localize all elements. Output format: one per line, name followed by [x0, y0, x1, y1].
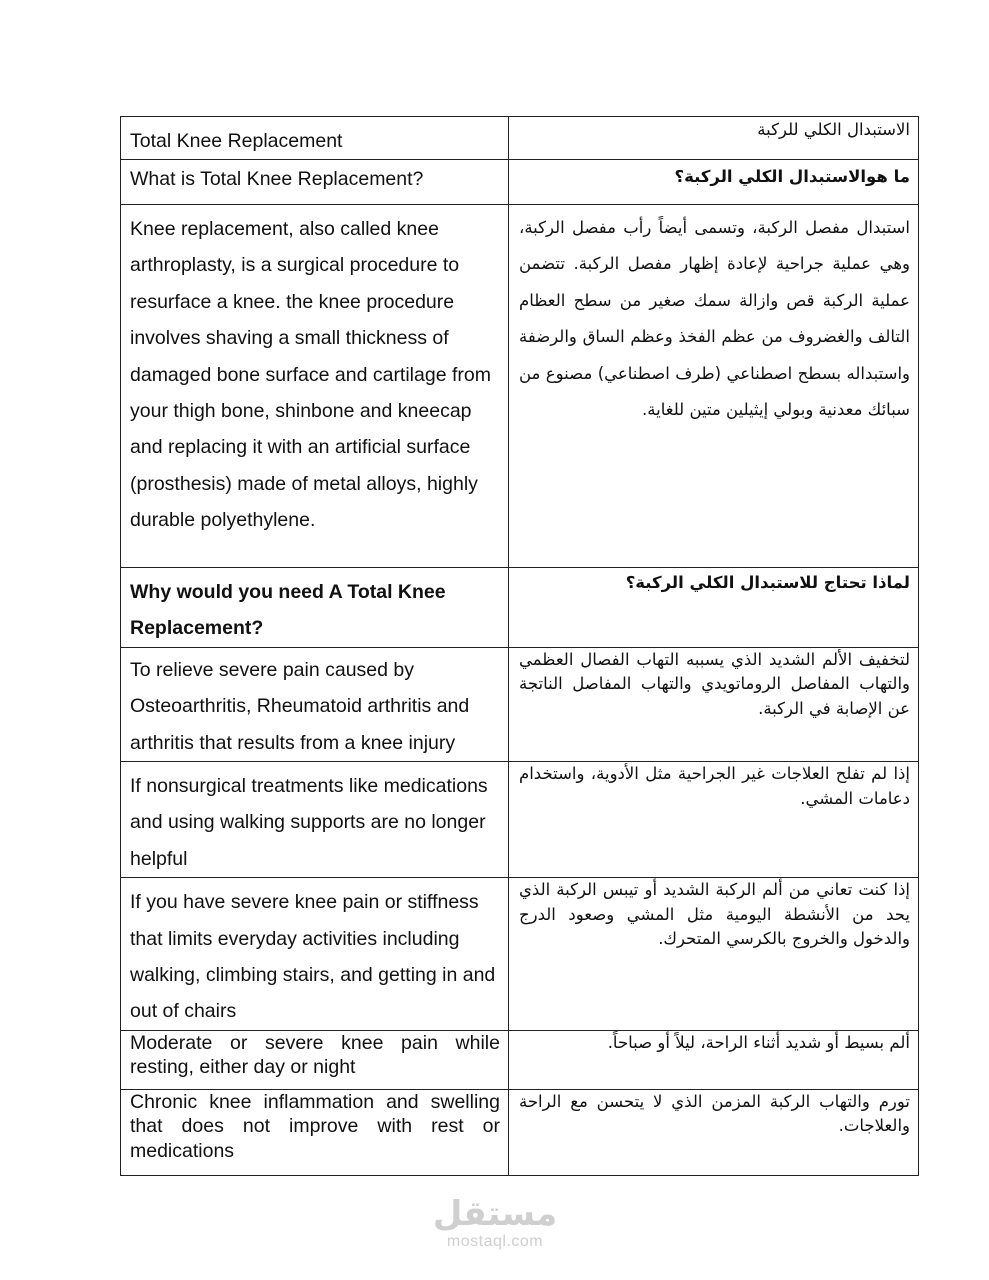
- reason-1-ar: لتخفيف الألم الشديد الذي يسببه التهاب الفصال العظمي والتهاب المفاصل الروماتويدي والتهاب المفاصل الناتجة عن الإصابة في الركبة.: [519, 649, 910, 718]
- table-row-reason-3: [121, 878, 919, 1031]
- table-row-title: [121, 117, 919, 160]
- cell-ar: [509, 117, 919, 160]
- mostaql-watermark: [425, 1195, 565, 1251]
- table-row-reason-1: [121, 647, 919, 761]
- table-row-reason-2: [121, 762, 919, 878]
- reason-5-ar: تورم والتهاب الركبة المزمن الذي لا يتحسن مع الراحة والعلاجات.: [519, 1091, 910, 1136]
- cell-ar: [509, 1030, 919, 1089]
- reason-2-ar: إذا لم تفلح العلاجات غير الجراحية مثل الأدوية، واستخدام دعامات المشي.: [519, 764, 910, 808]
- cell-ar: [509, 1089, 919, 1175]
- table-row-what-is: [121, 160, 919, 205]
- cell-ar: [509, 647, 919, 761]
- cell-en: [121, 160, 509, 205]
- cell-en: [121, 205, 509, 568]
- cell-en: [121, 1089, 509, 1175]
- heading-why-en: Why would you need A Total Knee Replacement?: [130, 581, 446, 640]
- heading-what-is-ar: ما هوالاستبدال الكلي الركبة؟: [674, 167, 910, 186]
- mostaql-domain: mostaql.com: [446, 1233, 544, 1250]
- cell-ar: [509, 160, 919, 205]
- cell-en: [121, 878, 509, 1031]
- cell-en: [121, 117, 509, 160]
- heading-what-is-en: What is Total Knee Replacement?: [130, 168, 424, 190]
- title-en: Total Knee Replacement: [130, 130, 343, 152]
- cell-en: [121, 568, 509, 648]
- cell-en: [121, 762, 509, 878]
- cell-ar: [509, 205, 919, 568]
- reason-2-en: If nonsurgical treatments like medications and using walking supports are no longer helpful: [130, 775, 488, 870]
- reason-3-ar: إذا كنت تعاني من ألم الركبة الشديد أو تيبس الركبة الذي يحد من الأنشطة اليومية مثل المشي وصعود الدرج والدخول والخروج بالكرسي المتحرك.: [519, 880, 910, 949]
- reason-4-ar: ألم بسيط أو شديد أثناء الراحة، ليلاً أو صباحاً.: [607, 1032, 910, 1052]
- reason-3-en: If you have severe knee pain or stiffness that limits everyday activities including walking, climbing stairs, and getting in and out of chairs: [130, 891, 496, 1023]
- cell-ar: [509, 762, 919, 878]
- table-row-reason-5: [121, 1089, 919, 1175]
- title-ar: الاستبدال الكلي للركبة: [757, 120, 910, 139]
- definition-ar: استبدال مفصل الركبة، وتسمى أيضاً رأب مفصل الركبة، وهي عملية جراحية لإعادة إظهار مفصل الركبة. تتضمن عملية الركبة قص وازالة سمك صغير من سطح العظام التالف والغضروف من عظم الفخذ وعظم الساق والرضفة واستبداله بسطح اصطناعي (طرف اصطناعي) مصنوع من سبائك معدنية وبولي إيثيلين متين للغاية.: [519, 218, 910, 420]
- definition-en: Knee replacement, also called knee arthroplasty, is a surgical procedure to resurface a knee. the knee procedure involves shaving a small thickness of damaged bone surface and cartilage from your thigh bone, shinbone and kneecap and replacing it with an artificial surface (prosthesis) made of metal alloys, highly durable polyethylene.: [130, 218, 491, 532]
- cell-ar: [509, 568, 919, 648]
- cell-ar: [509, 878, 919, 1031]
- table-row-reason-4: [121, 1030, 919, 1089]
- reason-5-en: Chronic knee inflammation and swelling that does not improve with rest or medications: [130, 1090, 500, 1162]
- table-row-why-heading: [121, 568, 919, 648]
- heading-why-ar: لماذا تحتاج للاستبدال الكلي الركبة؟: [625, 573, 910, 592]
- cell-en: [121, 1030, 509, 1089]
- bilingual-table: [120, 116, 919, 1176]
- cell-en: [121, 647, 509, 761]
- reason-1-en: To relieve severe pain caused by Osteoarthritis, Rheumatoid arthritis and arthritis that results from a knee injury: [130, 658, 470, 754]
- reason-4-en: Moderate or severe knee pain while resting, either day or night: [130, 1031, 500, 1079]
- mostaql-logo-icon: مستقل: [432, 1194, 558, 1234]
- table-row-definition: [121, 205, 919, 568]
